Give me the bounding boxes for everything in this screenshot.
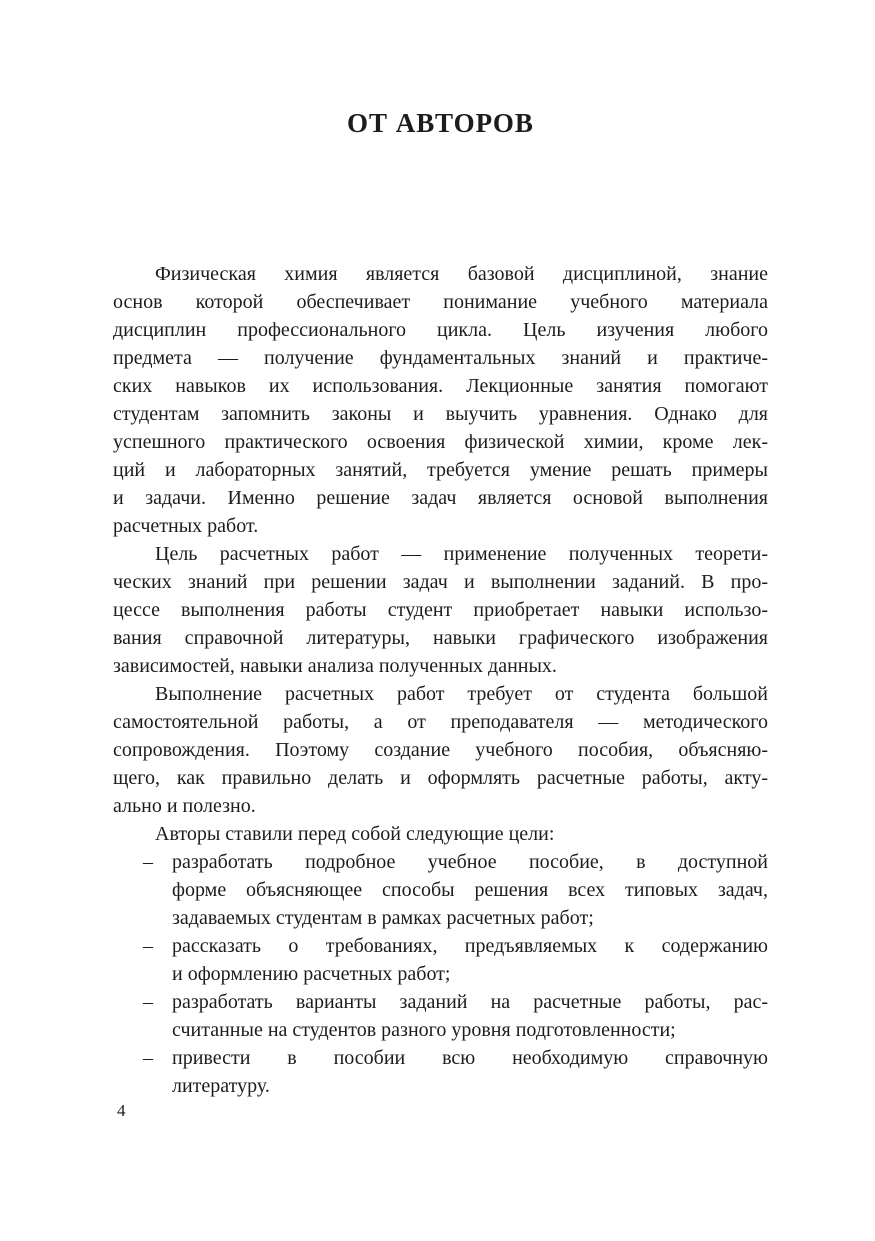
list-item — [113, 848, 768, 932]
text-line: Выполнение расчетных работ требует от студента большой — [155, 683, 768, 705]
text-block — [113, 260, 768, 1100]
text-line: сопровождения. Поэтому создание учебного пособия, объясняю- — [113, 739, 768, 761]
text-line: щего, как правильно делать и оформлять расчетные работы, акту- — [113, 767, 768, 789]
page-title: ОТ АВТОРОВ — [347, 108, 534, 138]
text-line: разработать подробное учебное пособие, в доступной — [172, 851, 768, 873]
text-line: зависимостей, навыки анализа полученных данных. — [113, 655, 557, 677]
text-line: ческих знаний при решении задач и выполнении заданий. В про- — [113, 571, 768, 593]
text-line: рассказать о требованиях, предъявляемых к содержанию — [172, 935, 768, 957]
text-line: и оформлению расчетных работ; — [172, 963, 451, 985]
paragraph — [113, 540, 768, 680]
text-line: вания справочной литературы, навыки графического изображения — [113, 627, 768, 649]
text-line: предмета — получение фундаментальных знаний и практиче- — [113, 347, 768, 369]
text-line: основ которой обеспечивает понимание учебного материала — [113, 291, 768, 313]
text-line: Физическая химия является базовой дисциплиной, знание — [155, 263, 768, 285]
goals-list — [113, 848, 768, 1100]
list-item — [113, 1044, 768, 1100]
text-line: цессе выполнения работы студент приобретает навыки использо- — [113, 599, 768, 621]
text-line: считанные на студентов разного уровня подготовленности; — [172, 1019, 676, 1041]
list-dash-marker: – — [143, 991, 153, 1013]
text-line: разработать варианты заданий на расчетные работы, рас- — [172, 991, 768, 1013]
text-line: задаваемых студентам в рамках расчетных работ; — [172, 907, 594, 929]
list-item — [113, 988, 768, 1044]
list-dash-marker: – — [143, 1047, 153, 1069]
text-line: дисциплин профессионального цикла. Цель изучения любого — [113, 319, 768, 341]
list-dash-marker: – — [143, 935, 153, 957]
list-item — [113, 932, 768, 988]
text-line: форме объясняющее способы решения всех типовых задач, — [172, 879, 768, 901]
page-number: 4 — [117, 1101, 126, 1120]
text-line: Авторы ставили перед собой следующие цели: — [155, 823, 555, 845]
paragraph — [113, 820, 768, 848]
text-line: ских навыков их использования. Лекционные занятия помогают — [113, 375, 768, 397]
text-line: Цель расчетных работ — применение полученных теорети- — [155, 543, 768, 565]
text-line: самостоятельной работы, а от преподавателя — методического — [113, 711, 768, 733]
list-dash-marker: – — [143, 851, 153, 873]
text-line: литературу. — [172, 1075, 270, 1097]
text-line: ций и лабораторных занятий, требуется умение решать примеры — [113, 459, 768, 481]
paragraph — [113, 260, 768, 540]
paragraph — [113, 680, 768, 820]
text-line: студентам запомнить законы и выучить уравнения. Однако для — [113, 403, 768, 425]
text-line: привести в пособии всю необходимую справочную — [172, 1047, 768, 1069]
text-line: успешного практического освоения физической химии, кроме лек- — [113, 431, 768, 453]
text-line: ально и полезно. — [113, 795, 256, 817]
text-line: и задачи. Именно решение задач является основой выполнения — [113, 487, 768, 509]
text-line: расчетных работ. — [113, 515, 259, 537]
